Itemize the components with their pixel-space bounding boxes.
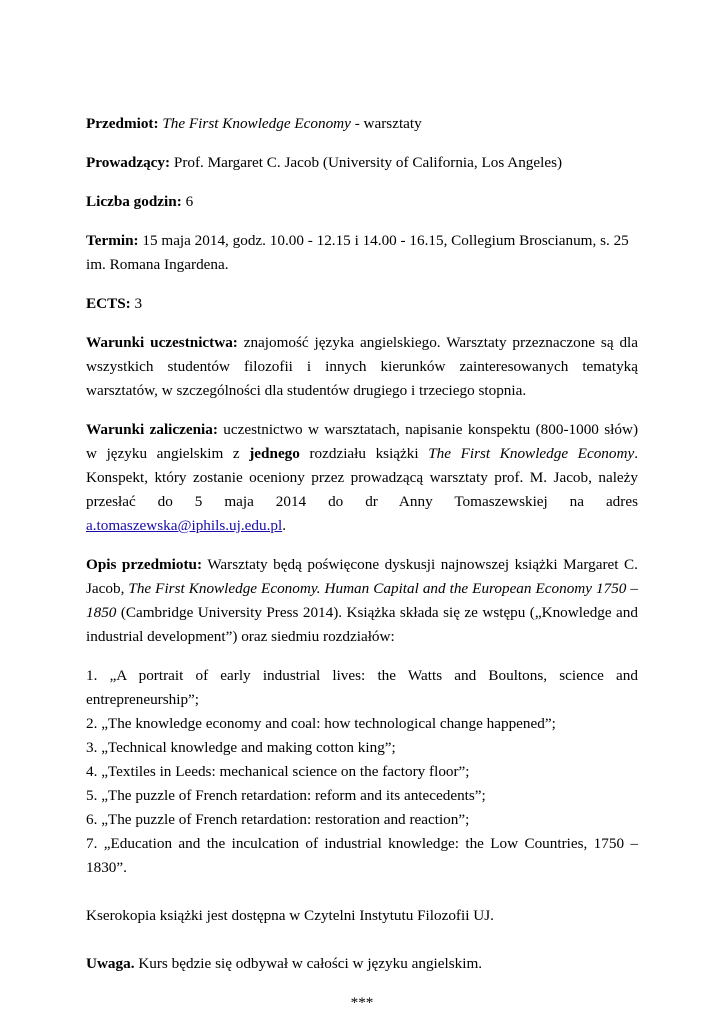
instructor-value: Prof. Margaret C. Jacob (University of California, Los Angeles) [173,154,563,171]
note-value: Kurs będzie się odbywał w całości w języku angielskim. [138,955,483,972]
subject-label: Przedmiot: [86,115,159,132]
term-value: 15 maja 2014, godz. 10.00 - 12.15 i 14.00 - 16.15, Collegium Broscianum, s. 25 im. Romana Ingardena. [86,232,629,273]
document-page [86,112,638,1030]
description-text-2: (Cambridge University Press 2014). Książka składa się ze wstępu („Knowledge and industrial development”) oraz siedmiu rozdziałów: [86,604,638,645]
description-text-1: Warsztaty będą poświęcone dyskusji najnowszej książki Margaret C. Jacob, [86,556,638,597]
chapter-item: 5. „The puzzle of French retardation: reform and its antecedents”; [86,787,486,804]
credit-bold-word: jednego [249,445,300,462]
chapter-item: 4. „Textiles in Leeds: mechanical science on the factory floor”; [86,763,470,780]
ects-value: 3 [134,295,143,312]
ects-label: ECTS: [86,295,131,312]
participation-value: znajomość języka angielskiego. Warsztaty przeznaczone są dla wszystkich studentów filozofii i innych kierunków zainteresowanych tematyką warsztatów, w szczególności dla studentów drugiego i trzeciego stopnia. [86,334,638,399]
separator: *** [350,994,374,1011]
copy-note: Kserokopia książki jest dostępna w Czytelni Instytutu Filozofii UJ. [86,907,494,924]
chapter-list [86,664,638,880]
credit-book-title: The First Knowledge Economy [428,445,635,462]
subject-suffix: - warsztaty [350,115,422,132]
description-paragraph [86,553,638,649]
ects-line [86,292,638,316]
credit-text-1: uczestnictwo w warsztatach, napisanie konspektu (800-1000 słów) w języku angielskim z [86,421,639,462]
participation-paragraph [86,331,638,403]
credit-text-2: rozdziału książki [299,445,429,462]
instructor-line [86,151,638,175]
credit-text-3: . Konspekt, który zostanie oceniony przez prowadzącą warsztaty prof. M. Jacob, należy przesłać do 5 maja 2014 do dr Anny Tomaszewskiej na adres [86,445,638,510]
term-line [86,229,638,277]
description-label: Opis przedmiotu: [86,556,203,573]
hours-line [86,190,638,214]
instructor-label: Prowadzący: [86,154,171,171]
hours-label: Liczba godzin: [86,193,182,210]
email-link[interactable]: a.tomaszewska@iphils.uj.edu.pl [86,517,283,534]
chapter-item: 3. „Technical knowledge and making cotton king”; [86,739,396,756]
credit-text-4: . [282,517,286,534]
description-book-title: The First Knowledge Economy. Human Capital and the European Economy 1750 – 1850 [86,580,638,621]
hours-value: 6 [185,193,194,210]
subject-line [86,112,638,136]
credit-label: Warunki zaliczenia: [86,421,218,438]
chapter-item: 2. „The knowledge economy and coal: how technological change happened”; [86,715,556,732]
note-line [86,952,638,976]
chapter-item: 7. „Education and the inculcation of industrial knowledge: the Low Countries, 1750 – 1830”. [86,835,638,876]
chapter-item: 1. „A portrait of early industrial lives: the Watts and Boultons, science and entrepreneurship”; [86,667,638,708]
subject-title: The First Knowledge Economy [162,115,351,132]
chapter-item: 6. „The puzzle of French retardation: restoration and reaction”; [86,811,470,828]
credit-paragraph [86,418,638,538]
term-label: Termin: [86,232,139,249]
participation-label: Warunki uczestnictwa: [86,334,238,351]
note-label: Uwaga. [86,955,135,972]
